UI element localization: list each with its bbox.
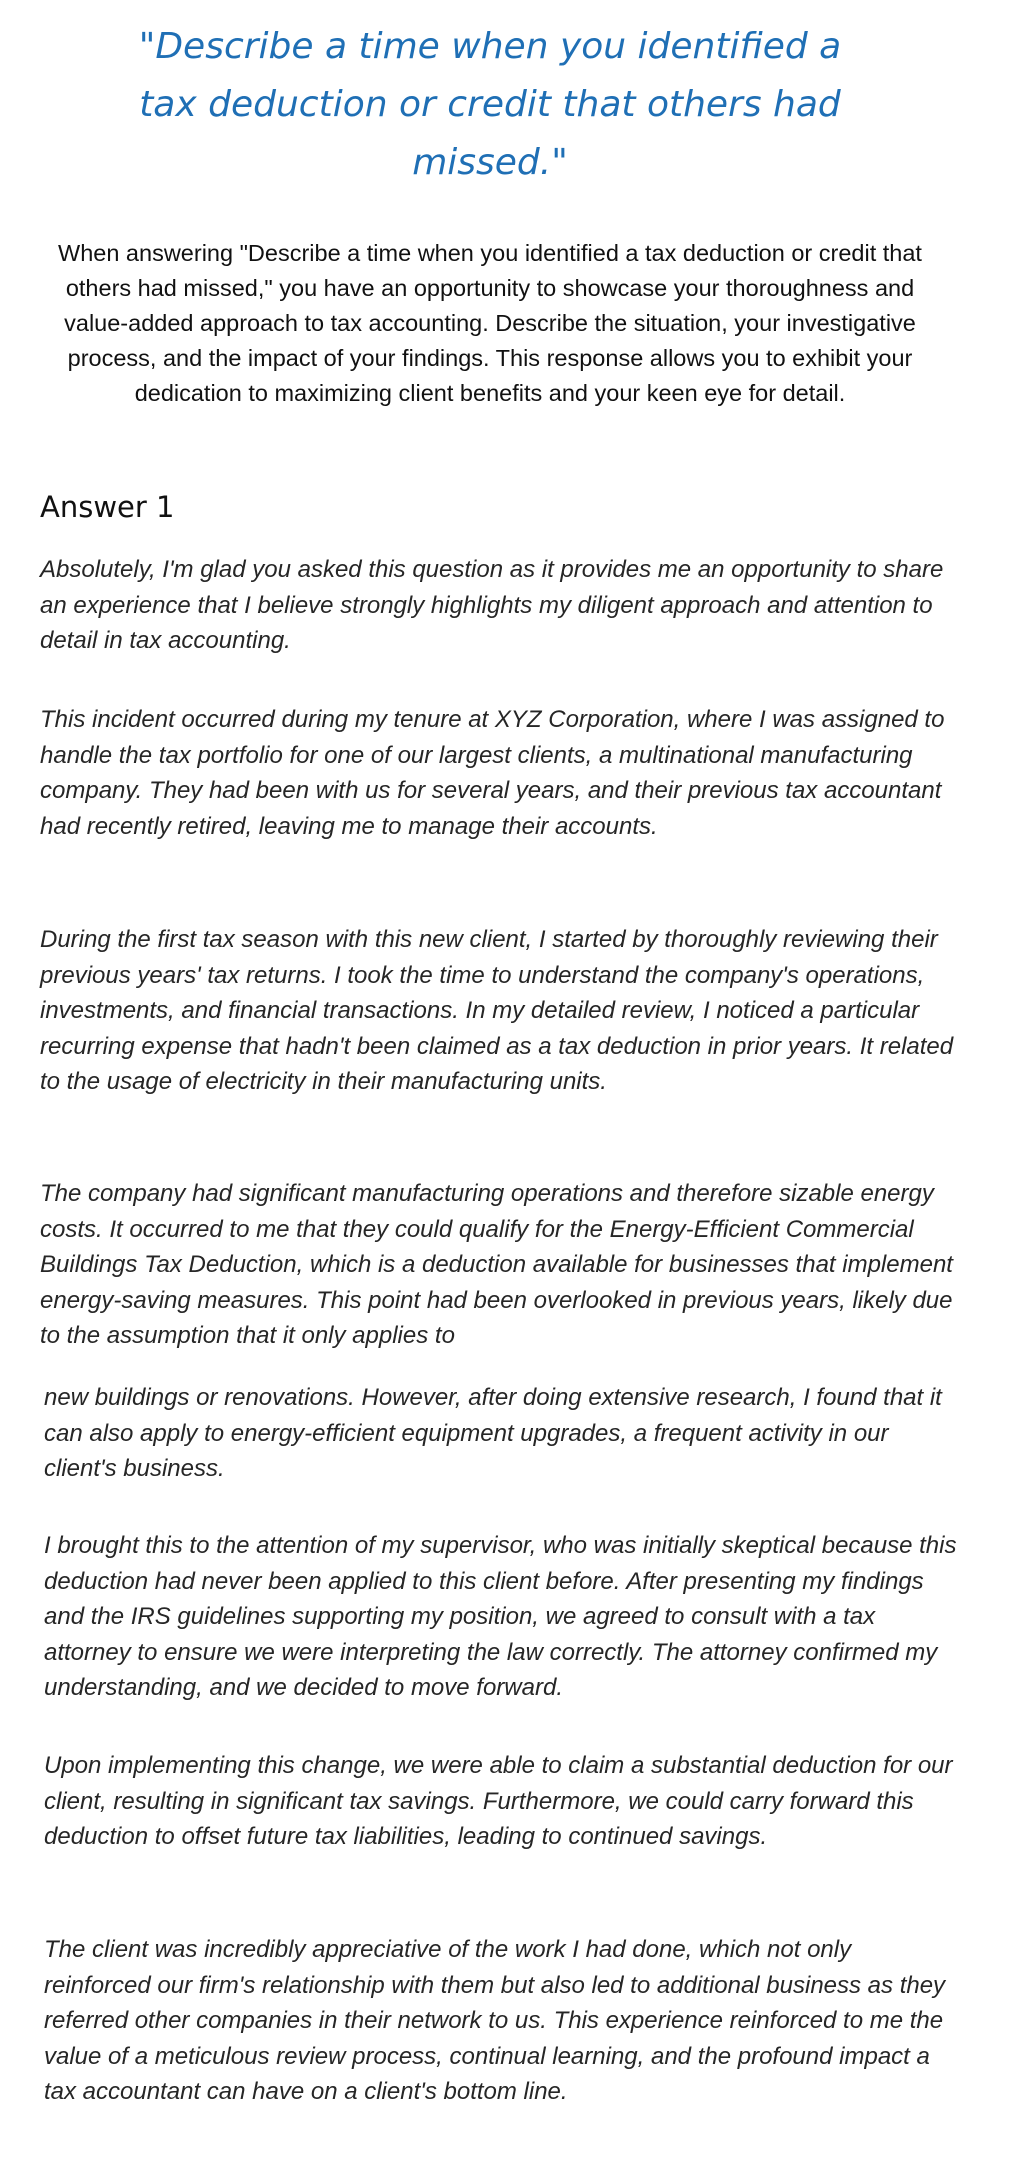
answer-paragraph-7: Upon implementing this change, we were able to claim a substantial deduction for our client, resulting in significant tax savings. Furthermore, we could carry forward this deduction to offset future tax liabilities, leading to continued savings. <box>44 1752 953 1850</box>
answer-heading: Answer 1 <box>40 490 175 524</box>
intro-paragraph: When answering "Describe a time when you identified a tax deduction or credit that others had missed," you have an opportunity to showcase your thoroughness and value-added approach to tax accounting. Describe the situation, your investigative process, and the impact of your findings. This response allows you to exhibit your dedication to maximizing client benefits and your keen eye for detail. <box>58 240 922 406</box>
answer-paragraph-1: Absolutely, I'm glad you asked this question as it provides me an opportunity to share an experience that I believe strongly highlights my diligent approach and attention to detail in tax accounting. <box>40 556 944 654</box>
answer-paragraph-5: new buildings or renovations. However, after doing extensive research, I found that it can also apply to energy-efficient equipment upgrades, a frequent activity in our client's business. <box>44 1384 942 1482</box>
answer-paragraph-8: The client was incredibly appreciative of the work I had done, which not only reinforced our firm's relationship with them but also led to additional business as they referred other companies in their network to us. This experience reinforced to me the value of a meticulous review process, continual learning, and the profound impact a tax accountant can have on a client's bottom line. <box>44 1936 946 2105</box>
question-title: "Describe a time when you identified a tax deduction or credit that others had missed." <box>138 26 842 183</box>
answer-paragraph-6: I brought this to the attention of my supervisor, who was initially skeptical because this deduction had never been applied to this client before. After presenting my findings and the IRS guidelines supporting my position, we agreed to consult with a tax attorney to ensure we were interpreting the law correctly. The attorney confirmed my understanding, and we decided to move forward. <box>44 1532 957 1701</box>
answer-paragraph-4: The company had significant manufacturing operations and therefore sizable energy costs. It occurred to me that they could qualify for the Energy-Efficient Commercial Buildings Tax Deduction, which is a deduction available for businesses that implement energy-saving measures. This point had been overlooked in previous years, likely due to the assumption that it only applies to <box>40 1180 953 1349</box>
answer-paragraph-3: During the first tax season with this new client, I started by thoroughly reviewing their previous years' tax returns. I took the time to understand the company's operations, investments, and financial transactions. In my detailed review, I noticed a particular recurring expense that hadn't been claimed as a tax deduction in prior years. It related to the usage of electricity in their manufacturing units. <box>40 926 954 1095</box>
answer-paragraph-2: This incident occurred during my tenure at XYZ Corporation, where I was assigned to handle the tax portfolio for one of our largest clients, a multinational manufacturing company. They had been with us for several years, and their previous tax accountant had recently retired, leaving me to manage their accounts. <box>40 706 945 840</box>
